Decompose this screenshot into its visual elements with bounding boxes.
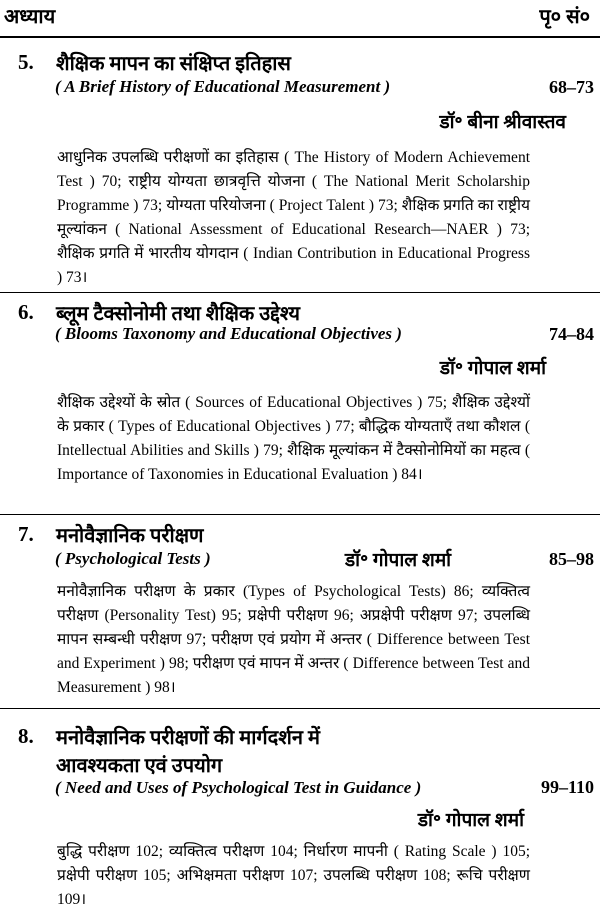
chapter-number: 6. bbox=[18, 300, 34, 324]
chapter-subtitle: ( Blooms Taxonomy and Educational Objectives ) bbox=[55, 324, 402, 343]
chapter-number: 5. bbox=[18, 50, 34, 74]
chapter-divider bbox=[0, 514, 600, 515]
chapter-title: ब्लूम टैक्सोनोमी तथा शैक्षिक उद्देश्य bbox=[56, 303, 301, 325]
chapter-pages: 85–98 bbox=[549, 549, 594, 569]
chapter-subtitle: ( Need and Uses of Psychological Test in Guidance ) bbox=[55, 778, 422, 797]
chapter-author: डॉ॰ बीना श्रीवास्तव bbox=[439, 112, 566, 133]
chapter-contents: बुद्धि परीक्षण 102; व्यक्तित्व परीक्षण 104; निर्धारण मापनी ( Rating Scale ) 105; प्रक्षेपी परीक्षण 105; अभिक्षमता परीक्षण 107; उपलब्धि परीक्षण 108; रूचि परीक्षण 109। bbox=[57, 843, 530, 908]
chapter-divider bbox=[0, 292, 600, 293]
page-number-column-label: पृ० सं० bbox=[539, 6, 590, 28]
chapter-author: डॉ॰ गोपाल शर्मा bbox=[439, 358, 546, 379]
chapter-pages: 74–84 bbox=[549, 324, 594, 344]
chapter-number: 7. bbox=[18, 522, 34, 546]
chapter-title-line-2: आवश्यकता एवं उपयोग bbox=[56, 755, 223, 777]
chapter-subtitle: ( A Brief History of Educational Measurement ) bbox=[55, 77, 391, 96]
chapter-pages: 99–110 bbox=[540, 777, 594, 797]
chapter-pages: 68–73 bbox=[549, 77, 594, 97]
chapter-divider bbox=[0, 708, 600, 709]
chapter-author: डॉ॰ गोपाल शर्मा bbox=[345, 550, 452, 571]
chapter-contents: मनोवैज्ञानिक परीक्षण के प्रकार (Types of Psychological Tests) 86; व्यक्तित्व परीक्षण (Personality Test) 95; प्रक्षेपी परीक्षण 96; अप्रक्षेपी परीक्षण 97; उपलब्धि मापन सम्बन्धी परीक्षण 97; परीक्षण एवं प्रयोग में अन्तर ( Difference between Test and Experiment ) 98; परीक्षण एवं मापन में अन्तर ( Difference between Test and Measurement ) 98। bbox=[57, 583, 530, 696]
chapter-column-label: अध्याय bbox=[4, 6, 56, 28]
chapter-title: शैक्षिक मापन का संक्षिप्त इतिहास bbox=[56, 53, 291, 75]
chapter-title: मनोवैज्ञानिक परीक्षणों की मार्गदर्शन में bbox=[56, 727, 320, 749]
chapter-subtitle: ( Psychological Tests ) bbox=[55, 549, 211, 568]
chapter-contents: शैक्षिक उद्देश्यों के स्रोत ( Sources of Educational Objectives ) 75; शैक्षिक उद्देश्यों के प्रकार ( Types of Educational Objectives ) 77; बौद्धिक योग्यताएँ तथा कौशल ( Intellectual Abilities and Skills ) 79; शैक्षिक मूल्यांकन में टैक्सोनोमियों का महत्व ( Importance of Taxonomies in Educational Evaluation ) 84। bbox=[57, 394, 530, 483]
toc-header bbox=[0, 0, 600, 38]
chapter-title: मनोवैज्ञानिक परीक्षण bbox=[56, 525, 204, 547]
chapter-number: 8. bbox=[18, 724, 34, 748]
chapter-contents: आधुनिक उपलब्धि परीक्षणों का इतिहास ( The History of Modern Achievement Test ) 70; राष्ट्रीय योग्यता छात्रवृत्ति योजना ( The National Merit Scholarship Programme ) 73; योग्यता परियोजना ( Project Talent ) 73; शैक्षिक प्रगति का राष्ट्रीय मूल्यांकन ( National Assessment of Educational Research—NAER ) 73; शैक्षिक प्रगति में भारतीय योगदान ( Indian Contribution in Educational Progress ) 73। bbox=[57, 149, 530, 286]
chapter-author: डॉ॰ गोपाल शर्मा bbox=[417, 810, 524, 831]
